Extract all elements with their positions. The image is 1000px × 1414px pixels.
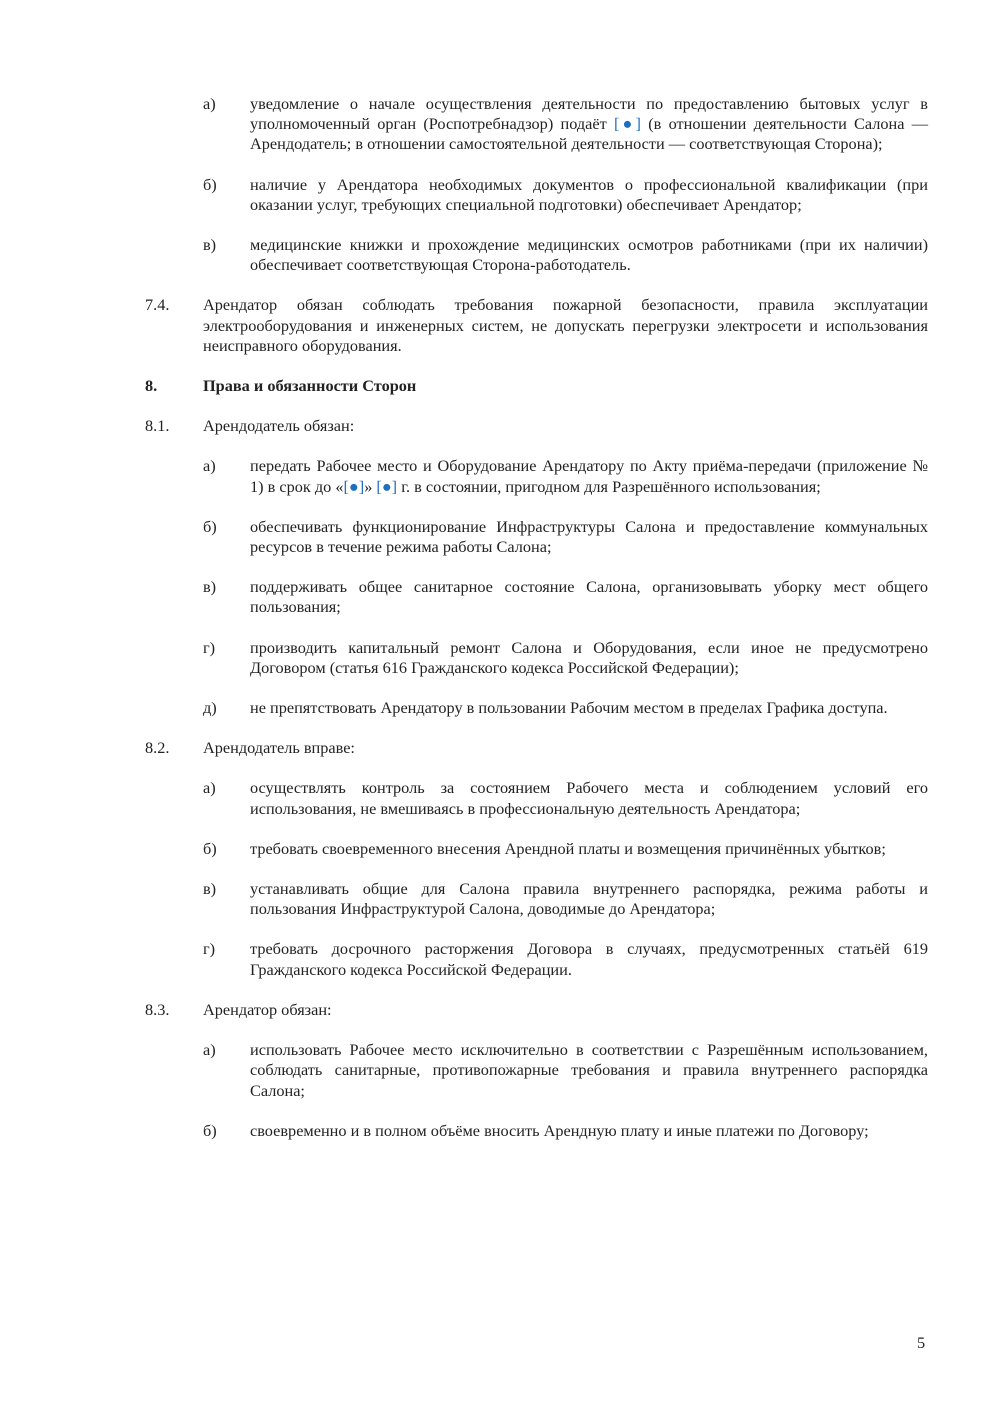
placeholder-field: [●]	[376, 476, 398, 496]
clause-8-1	[145, 416, 928, 436]
item-marker: а)	[203, 778, 216, 798]
item-text: устанавливать общие для Салона правила внутреннего распорядка, режима работы и пользования Инфраструктурой Салона, доводимые до Арендатора;	[250, 879, 928, 919]
clause-7-4	[145, 295, 928, 356]
item-text: уведомление о начале осуществления деятельности по предоставлению бытовых услуг в уполномоченный орган (Роспотребнадзор) подаёт	[250, 94, 928, 134]
clause-number: 7.4.	[145, 295, 170, 315]
list-item	[203, 235, 928, 275]
clause-number: 8.2.	[145, 738, 170, 758]
item-text: обеспечивать функционирование Инфраструктуры Салона и предоставление коммунальных ресурсов в течение режима работы Салона;	[250, 516, 928, 557]
clause-text: Арендодатель обязан:	[203, 416, 355, 436]
item-marker: в)	[203, 879, 217, 899]
list-item	[203, 637, 928, 678]
list-item	[203, 838, 928, 859]
list-item	[203, 174, 928, 215]
clause-8-3	[145, 999, 928, 1020]
item-text: медицинские книжки и прохождение медицинских осмотров работниками (при их наличии) обеспечивает соответствующая Сторона-работодатель.	[250, 235, 928, 275]
item-marker: г)	[203, 939, 216, 959]
item-text: (в отношении деятельности Салона — Арендодатель; в отношении самостоятельной деятельности — соответствующая Сторона);	[250, 114, 929, 154]
clause-text: Арендодатель вправе:	[203, 738, 355, 758]
section-number: 8.	[145, 376, 158, 396]
item-text: производить капитальный ремонт Салона и Оборудования, если иное не предусмотрено Договором (статья 616 Гражданского кодекса Российской Федерации);	[250, 637, 928, 677]
section-title: Права и обязанности Сторон	[203, 376, 417, 396]
item-marker: в)	[203, 235, 217, 255]
list-item	[203, 456, 928, 496]
clause-number: 8.1.	[145, 416, 170, 436]
item-text: не препятствовать Арендатору в пользовании Рабочим местом в пределах Графика доступа.	[250, 698, 888, 718]
list-item	[203, 94, 929, 155]
list-item	[203, 939, 928, 979]
item-text: передать Рабочее место и Оборудование Арендатору по Акту приёма-передачи (приложение № 1) в срок до «	[250, 456, 928, 496]
item-marker: б)	[203, 516, 217, 536]
placeholder-field: [●]	[613, 114, 641, 134]
item-text: требовать досрочного расторжения Договора в случаях, предусмотренных статьёй 619 Гражданского кодекса Российской Федерации.	[250, 939, 928, 979]
item-marker: а)	[203, 1040, 216, 1060]
list-item	[203, 516, 928, 557]
item-marker: д)	[203, 698, 217, 718]
item-text: наличие у Арендатора необходимых документов о профессиональной квалификации (при оказании услуг, требующих специальной подготовки) обеспечивает Арендатор;	[250, 174, 928, 214]
item-text: использовать Рабочее место исключительно в соответствии с Разрешённым использованием, соблюдать санитарные, противопожарные требования и правила внутреннего распорядка Салона;	[250, 1040, 928, 1100]
item-marker: г)	[203, 637, 216, 657]
document-body	[145, 94, 928, 1161]
placeholder-field: [●]	[343, 476, 365, 496]
list-item	[203, 879, 928, 919]
list-item	[203, 1040, 928, 1101]
item-marker: б)	[203, 1120, 217, 1140]
section-heading	[145, 376, 928, 396]
clause-text: Арендатор обязан соблюдать требования пожарной безопасности, правила эксплуатации электрооборудования и инженерных систем, не допускать перегрузки электросети и использования неисправного оборудования.	[203, 295, 928, 355]
item-marker: б)	[203, 174, 217, 194]
item-text: своевременно и в полном объёме вносить Арендную плату и иные платежи по Договору;	[250, 1120, 869, 1140]
item-text: »	[364, 476, 373, 496]
item-marker: б)	[203, 838, 217, 858]
list-item	[203, 1120, 928, 1141]
list-item	[203, 778, 928, 818]
page-number: 5	[917, 1333, 926, 1352]
clause-8-2	[145, 738, 928, 758]
item-text: г. в состоянии, пригодном для Разрешённого использования;	[401, 476, 821, 496]
item-text: осуществлять контроль за состоянием Рабочего места и соблюдением условий его использования, не вмешиваясь в профессиональную деятельность Арендатора;	[250, 778, 928, 818]
list-item	[203, 577, 928, 617]
list-item	[203, 698, 928, 718]
item-marker: а)	[203, 94, 216, 113]
clause-text: Арендатор обязан:	[203, 999, 332, 1019]
item-marker: а)	[203, 456, 216, 476]
item-marker: в)	[203, 577, 217, 597]
item-text: требовать своевременного внесения Арендной платы и возмещения причинённых убытков;	[250, 838, 886, 858]
clause-number: 8.3.	[145, 999, 170, 1019]
item-text: поддерживать общее санитарное состояние Салона, организовывать уборку мест общего пользования;	[250, 577, 928, 617]
